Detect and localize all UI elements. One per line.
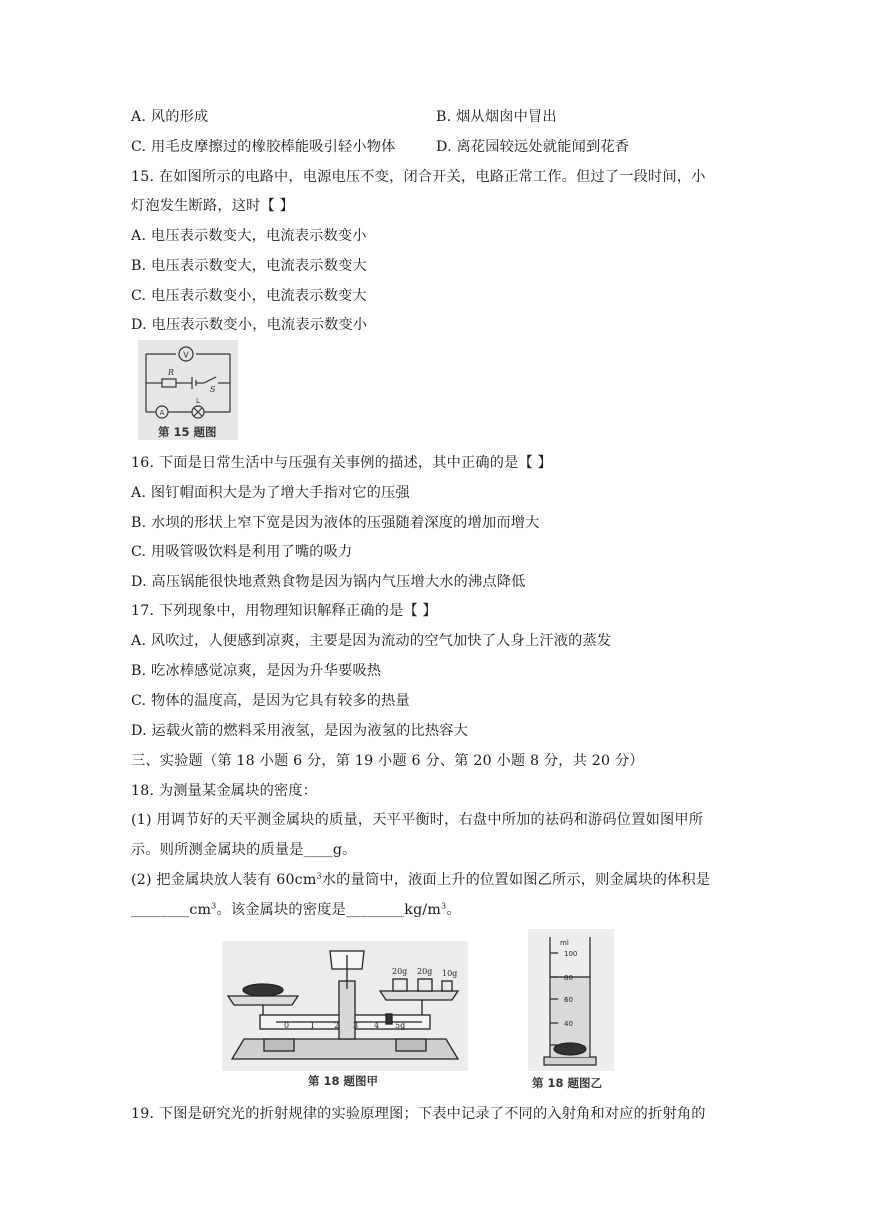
scale-tick-1: 1 xyxy=(310,1021,316,1030)
weight-label-2: 20g xyxy=(417,967,433,976)
q18-part2-line2: $\_\_\_\_\_\_\_\_cm^3$。该金属块的密度是$\_\_\_\_\_\_\_\_kg/m^3$。 xyxy=(131,901,461,918)
q17-option-d: D. 运载火箭的燃料采用液氢，是因为液氢的比热容大 xyxy=(131,723,469,739)
cylinder-diagram xyxy=(528,929,614,1071)
q18-part1-line1: (1) 用调节好的天平测金属块的质量，天平平衡时，右盘中所加的祛码和游码位置如图甲所 xyxy=(131,812,704,828)
balance-diagram xyxy=(222,941,468,1071)
cylinder-unit: ml xyxy=(560,939,569,947)
cylinder-tick-60: 60 xyxy=(564,996,573,1004)
q17-option-c: C. 物体的温度高，是因为它具有较多的热量 xyxy=(131,693,410,709)
section3-heading: 三、实验题（第 18 小题 6 分，第 19 小题 6 分、第 20 小题 8 分，共 20 分） xyxy=(131,753,644,769)
q18-balance-figure xyxy=(222,941,468,1093)
weight-label-3: 10g xyxy=(442,969,458,978)
q16-option-b: B. 水坝的形状上窄下宽是因为液体的压强随着深度的增加而增大 xyxy=(131,515,540,531)
lamp-label: L xyxy=(196,397,200,405)
q17-option-a: A. 风吹过，人便感到凉爽，主要是因为流动的空气加快了人身上汗液的蒸发 xyxy=(131,633,612,649)
q16-stem: 16. 下面是日常生活中与压强有关事例的描述，其中正确的是【 】 xyxy=(131,455,553,471)
q17-stem: 17. 下列现象中，用物理知识解释正确的是【 】 xyxy=(131,603,437,619)
q15-option-b: B. 电压表示数变大，电流表示数变大 xyxy=(131,258,367,274)
cylinder-tick-20: 20 xyxy=(564,1042,573,1050)
q15-figure-caption: 第 15 题图 xyxy=(158,425,217,439)
q16-option-a: A. 图钉帽面积大是为了增大手指对它的压强 xyxy=(131,485,410,501)
q14-option-a: A. 风的形成 xyxy=(131,109,209,125)
cylinder-tick-40: 40 xyxy=(564,1020,573,1028)
q16-option-c: C. 用吸管吸饮料是利用了嘴的吸力 xyxy=(131,544,353,560)
q16-option-d: D. 高压锅能很快地煮熟食物是因为锅内气压增大水的沸点降低 xyxy=(131,574,526,590)
switch-label: S xyxy=(210,385,216,394)
q15-stem-line1: 15. 在如图所示的电路中，电源电压不变，闭合开关，电路正常工作。但过了一段时间，小 xyxy=(131,169,706,185)
q15-option-a: A. 电压表示数变大，电流表示数变小 xyxy=(131,228,367,244)
weight-label-1: 20g xyxy=(392,967,408,976)
ammeter-label: A xyxy=(159,409,165,417)
q14-option-b: B. 烟从烟囱中冒出 xyxy=(436,109,557,125)
q15-option-d: D. 电压表示数变小，电流表示数变小 xyxy=(131,317,368,333)
q19-stem: 19. 下图是研究光的折射规律的实验原理图；下表中记录了不同的入射角和对应的折射角的 xyxy=(131,1106,706,1122)
q18-cylinder-caption: 第 18 题图乙 xyxy=(532,1076,603,1090)
scale-tick-5: 5g xyxy=(395,1021,406,1030)
q18-stem: 18. 为测量某金属块的密度： xyxy=(131,783,318,799)
q18-part2-line1: (2) 把金属块放人装有 $60cm^3$水的量筒中，液面上升的位置如图乙所示，则金属块的体积是 xyxy=(131,871,711,888)
cylinder-tick-80: 80 xyxy=(564,974,573,982)
cylinder-tick-100: 100 xyxy=(564,950,578,958)
resistor-label: R xyxy=(168,368,175,377)
voltmeter-label: V xyxy=(183,350,189,360)
q15-option-c: C. 电压表示数变小，电流表示数变大 xyxy=(131,288,367,304)
q17-option-b: B. 吃冰棒感觉凉爽，是因为升华要吸热 xyxy=(131,663,382,679)
q18-part1-line2: 示。则所测金属块的质量是____g。 xyxy=(131,842,357,858)
scale-tick-3: 3 xyxy=(353,1021,359,1030)
q15-stem-line2: 灯泡发生断路，这时【 】 xyxy=(131,198,294,214)
scale-tick-2: 2 xyxy=(334,1021,340,1030)
scale-tick-0: 0 xyxy=(284,1021,290,1030)
q18-balance-caption: 第 18 题图甲 xyxy=(308,1074,379,1088)
q14-option-c: C. 用毛皮摩擦过的橡胶棒能吸引轻小物体 xyxy=(131,139,396,155)
q18-cylinder-figure xyxy=(528,929,614,1091)
scale-tick-4: 4 xyxy=(374,1021,380,1030)
q14-option-d: D. 离花园较远处就能闻到花香 xyxy=(436,139,630,155)
q15-circuit-figure xyxy=(138,340,238,440)
